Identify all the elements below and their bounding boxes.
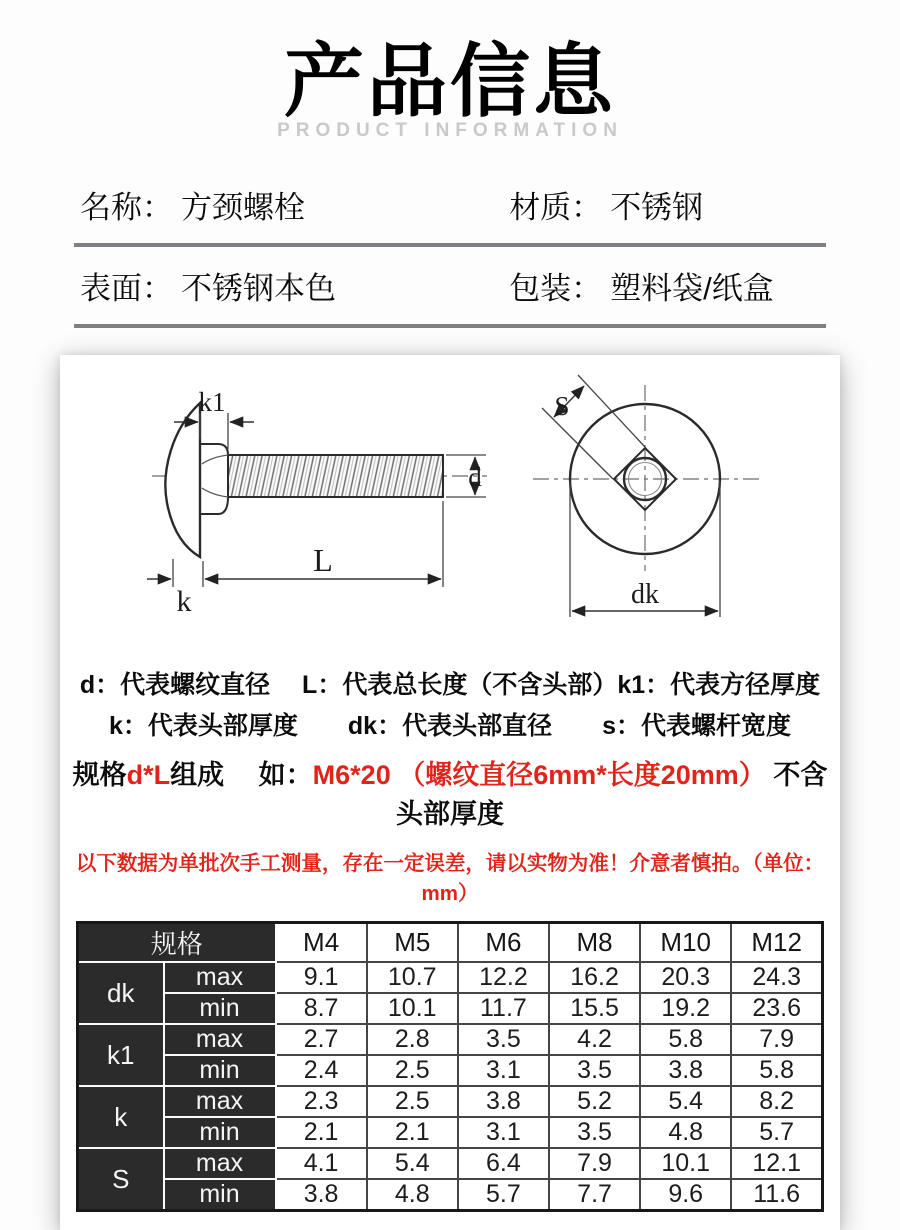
spec-part-2: d*L bbox=[126, 760, 171, 790]
dim-label-L: L bbox=[313, 542, 333, 578]
legend-line-1: d：代表螺纹直径 L：代表总长度（不含头部）k1：代表方径厚度 bbox=[79, 671, 821, 699]
page-title: 产品信息 bbox=[284, 37, 616, 126]
table-cell: 3.1 bbox=[458, 1117, 549, 1148]
sub-label-min: min bbox=[164, 1117, 276, 1148]
info-name bbox=[80, 182, 509, 227]
table-cell: 20.3 bbox=[640, 962, 731, 993]
table-cell: 2.4 bbox=[276, 1055, 367, 1086]
table-row-s-min bbox=[78, 1179, 823, 1211]
table-cell: 11.6 bbox=[731, 1179, 822, 1211]
table-cell: 4.8 bbox=[367, 1179, 458, 1211]
table-cell: 2.1 bbox=[367, 1117, 458, 1148]
size-header-m8: M8 bbox=[549, 923, 640, 963]
size-header-m6: M6 bbox=[458, 923, 549, 963]
table-cell: 5.8 bbox=[640, 1024, 731, 1055]
table-cell: 2.3 bbox=[276, 1086, 367, 1117]
table-cell: 10.1 bbox=[640, 1148, 731, 1179]
group-label-dk: dk bbox=[78, 962, 164, 1024]
size-header-m5: M5 bbox=[367, 923, 458, 963]
table-cell: 5.4 bbox=[367, 1148, 458, 1179]
info-name-label: 名称： bbox=[80, 190, 173, 225]
table-header-row bbox=[78, 923, 823, 963]
size-header-m12: M12 bbox=[731, 923, 822, 963]
table-row-k1-min bbox=[78, 1055, 823, 1086]
info-row-2 bbox=[74, 247, 826, 328]
dim-label-k: k bbox=[176, 585, 192, 618]
table-cell: 4.8 bbox=[640, 1117, 731, 1148]
info-packaging-value: 塑料袋/纸盒 bbox=[610, 271, 774, 306]
table-cell: 16.2 bbox=[549, 962, 640, 993]
page-subtitle: PRODUCT INFORMATION bbox=[277, 120, 623, 141]
table-row-k-min bbox=[78, 1117, 823, 1148]
legend-line-2: k：代表头部厚度 dk：代表头部直径 s：代表螺杆宽度 bbox=[109, 712, 791, 740]
sub-label-min: min bbox=[164, 1055, 276, 1086]
sub-label-max: max bbox=[164, 962, 276, 993]
table-cell: 5.7 bbox=[458, 1179, 549, 1211]
dim-label-d: d bbox=[468, 462, 482, 492]
title-block bbox=[0, 0, 900, 142]
table-cell: 3.8 bbox=[458, 1086, 549, 1117]
group-label-s: S bbox=[78, 1148, 164, 1211]
info-material-label: 材质： bbox=[509, 190, 603, 225]
table-cell: 8.2 bbox=[731, 1086, 822, 1117]
spec-part-1: 规格 bbox=[72, 760, 127, 790]
table-cell: 15.5 bbox=[549, 993, 640, 1024]
table-cell: 19.2 bbox=[640, 993, 731, 1024]
sub-label-min: min bbox=[164, 993, 276, 1024]
table-cell: 2.7 bbox=[276, 1024, 367, 1055]
bolt-side-view-diagram bbox=[72, 371, 502, 663]
dome-head bbox=[165, 403, 200, 557]
spec-format-line bbox=[60, 753, 840, 831]
info-surface bbox=[80, 263, 509, 308]
dimension-legend bbox=[60, 665, 840, 747]
dim-label-dk: dk bbox=[631, 579, 659, 610]
square-neck bbox=[200, 444, 228, 514]
table-cell: 9.1 bbox=[276, 962, 367, 993]
table-cell: 2.1 bbox=[276, 1117, 367, 1148]
group-label-k1: k1 bbox=[78, 1024, 164, 1086]
table-cell: 5.8 bbox=[731, 1055, 822, 1086]
table-cell: 12.1 bbox=[731, 1148, 822, 1179]
bolt-shaft bbox=[228, 455, 443, 497]
technical-drawings bbox=[60, 371, 840, 663]
sub-label-max: max bbox=[164, 1148, 276, 1179]
table-row-dk-max bbox=[78, 962, 823, 993]
spec-part-4: M6*20 （螺纹直径6mm*长度20mm） bbox=[312, 760, 766, 790]
info-packaging-label: 包装： bbox=[509, 271, 603, 306]
group-label-k: k bbox=[78, 1086, 164, 1148]
bolt-head-top-view-diagram bbox=[508, 371, 828, 663]
table-row-s-max bbox=[78, 1148, 823, 1179]
spec-card bbox=[60, 355, 840, 1230]
table-cell: 5.4 bbox=[640, 1086, 731, 1117]
sub-label-max: max bbox=[164, 1086, 276, 1117]
table-cell: 4.2 bbox=[549, 1024, 640, 1055]
info-packaging bbox=[509, 263, 820, 308]
info-name-value: 方颈螺栓 bbox=[181, 190, 305, 225]
measurement-disclaimer: 以下数据为单批次手工测量，存在一定误差，请以实物为准！介意者慎拍。（单位：mm） bbox=[75, 852, 825, 905]
table-cell: 3.5 bbox=[549, 1117, 640, 1148]
table-cell: 2.8 bbox=[367, 1024, 458, 1055]
table-cell: 4.1 bbox=[276, 1148, 367, 1179]
table-cell: 2.5 bbox=[367, 1055, 458, 1086]
spec-part-3: 组成 如： bbox=[170, 760, 313, 790]
table-cell: 8.7 bbox=[276, 993, 367, 1024]
table-cell: 2.5 bbox=[367, 1086, 458, 1117]
table-cell: 6.4 bbox=[458, 1148, 549, 1179]
spec-part-5: 不含头部厚度 bbox=[396, 760, 828, 829]
table-cell: 3.1 bbox=[458, 1055, 549, 1086]
table-cell: 3.8 bbox=[276, 1179, 367, 1211]
sub-label-min: min bbox=[164, 1179, 276, 1211]
table-cell: 24.3 bbox=[731, 962, 822, 993]
size-header-m10: M10 bbox=[640, 923, 731, 963]
table-cell: 5.2 bbox=[549, 1086, 640, 1117]
sub-label-max: max bbox=[164, 1024, 276, 1055]
info-material bbox=[509, 182, 820, 227]
table-cell: 7.9 bbox=[549, 1148, 640, 1179]
table-cell: 3.5 bbox=[458, 1024, 549, 1055]
dim-label-s: S bbox=[554, 391, 570, 421]
info-surface-label: 表面： bbox=[80, 271, 173, 306]
table-cell: 12.2 bbox=[458, 962, 549, 993]
info-surface-value: 不锈钢本色 bbox=[181, 271, 336, 306]
dim-label-k1: k1 bbox=[198, 387, 226, 417]
info-material-value: 不锈钢 bbox=[610, 190, 704, 225]
info-row-1 bbox=[74, 166, 826, 247]
table-cell: 9.6 bbox=[640, 1179, 731, 1211]
table-row-dk-min bbox=[78, 993, 823, 1024]
table-cell: 10.7 bbox=[367, 962, 458, 993]
spec-header-cell: 规格 bbox=[78, 923, 276, 963]
spec-table bbox=[76, 921, 824, 1212]
table-row-k-max bbox=[78, 1086, 823, 1117]
table-row-k1-max bbox=[78, 1024, 823, 1055]
product-info bbox=[74, 166, 826, 328]
table-cell: 5.7 bbox=[731, 1117, 822, 1148]
table-cell: 3.8 bbox=[640, 1055, 731, 1086]
table-cell: 3.5 bbox=[549, 1055, 640, 1086]
table-cell: 7.7 bbox=[549, 1179, 640, 1211]
table-cell: 7.9 bbox=[731, 1024, 822, 1055]
table-cell: 23.6 bbox=[731, 993, 822, 1024]
size-header-m4: M4 bbox=[276, 923, 367, 963]
table-cell: 10.1 bbox=[367, 993, 458, 1024]
table-cell: 11.7 bbox=[458, 993, 549, 1024]
